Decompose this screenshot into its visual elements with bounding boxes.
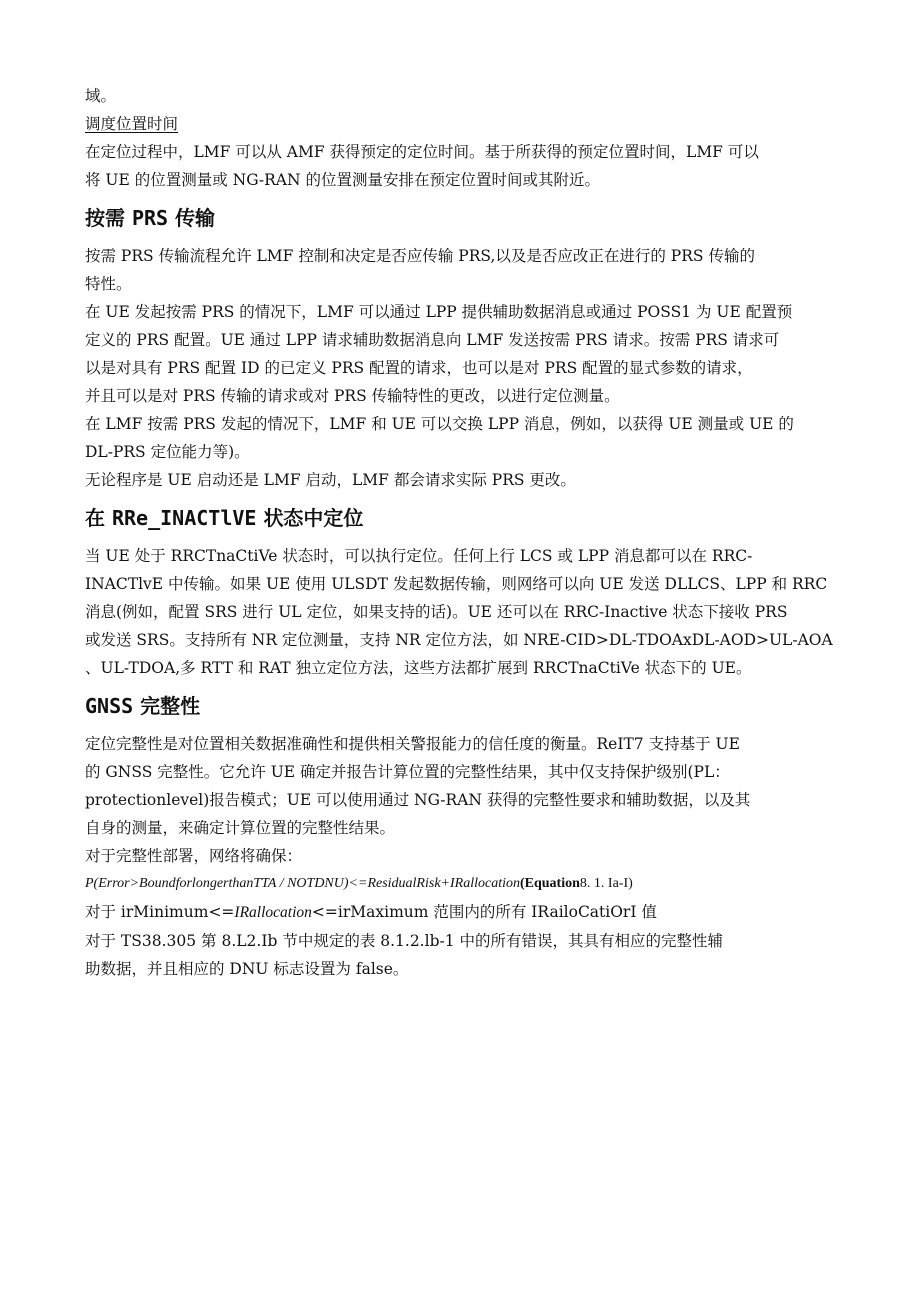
- paragraph-line: 助数据，并且相应的 DNU 标志设置为 false。: [85, 960, 409, 978]
- paragraph-line: 对于完整性部署，网络将确保：: [85, 847, 303, 865]
- paragraph-line: 域。: [85, 87, 117, 105]
- heading-bold-text: GNSS: [85, 694, 134, 718]
- paragraph-line: 并且可以是对 PRS 传输的请求或对 PRS 传输特性的更改，以进行定位测量。: [85, 387, 620, 405]
- paragraph-line: 在 LMF 按需 PRS 发起的情况下，LMF 和 UE 可以交换 LPP 消息，例如，以获得 UE 测量或 UE 的: [85, 415, 794, 433]
- subheading-scheduled-location-time: 调度位置时间: [85, 115, 179, 133]
- heading-text: 完整性: [140, 694, 201, 718]
- paragraph-line: 当 UE 处于 RRCTnaCtiVe 状态时，可以执行定位。任何上行 LCS 或 LPP 消息都可以在 RRC-: [85, 547, 753, 565]
- paragraph-line: 定义的 PRS 配置。UE 通过 LPP 请求辅助数据消息向 LMF 发送按需 PRS 请求。按需 PRS 请求可: [85, 331, 780, 349]
- paragraph-line: 按需 PRS 传输流程允许 LMF 控制和决定是否应传输 PRS,以及是否应改正在进行的 PRS 传输的: [85, 247, 755, 265]
- paragraph-line: INACTlvE 中传输。如果 UE 使用 ULSDT 发起数据传输，则网络可以向 UE 发送 DLLCS、LPP 和 RRC: [85, 575, 828, 593]
- paragraph-line: 无论程序是 UE 启动还是 LMF 启动，LMF 都会请求实际 PRS 更改。: [85, 471, 576, 489]
- heading-bold-text: RRe_INACTlVE: [111, 506, 257, 530]
- section-body-gnss-integrity: [85, 730, 845, 983]
- paragraph-line: 特性。: [85, 275, 132, 293]
- document-page: [85, 82, 845, 983]
- ir-range-prefix: 对于 irMinimum<=: [85, 903, 235, 921]
- section-body-on-demand-prs: [85, 242, 845, 494]
- ir-range-suffix: <=irMaximum 范围内的所有 IRailoCatiOrI 值: [311, 903, 657, 921]
- section-heading-on-demand-prs: [85, 204, 845, 232]
- paragraph-line: DL-PRS 定位能力等)。: [85, 443, 250, 461]
- ir-allocation-italic: IRallocation: [234, 904, 312, 921]
- equation-label: (Equation: [519, 876, 580, 891]
- section-heading-gnss-integrity: [85, 692, 845, 720]
- section-body-rrc-inactive-positioning: [85, 542, 845, 682]
- paragraph-line: 在定位过程中，LMF 可以从 AMF 获得预定的定位时间。基于所获得的预定位置时间，LMF 可以: [85, 143, 759, 161]
- paragraph-line: 将 UE 的位置测量或 NG-RAN 的位置测量安排在预定位置时间或其附近。: [85, 171, 600, 189]
- paragraph-line: 消息(例如，配置 SRS 进行 UL 定位，如果支持的话)。UE 还可以在 RRC-Inactive 状态下接收 PRS: [85, 603, 788, 621]
- paragraph-line: 以是对具有 PRS 配置 ID 的已定义 PRS 配置的请求，也可以是对 PRS 配置的显式参数的请求，: [85, 359, 753, 377]
- paragraph-line: 定位完整性是对位置相关数据准确性和提供相关警报能力的信任度的衡量。ReIT7 支持基于 UE: [85, 735, 740, 753]
- integrity-equation: [85, 870, 845, 898]
- equation-italic-part: P(Error>BoundforlongerthanTTA / NOTDNU)<=ResidualRisk+IRallocation: [85, 876, 520, 891]
- paragraph-line: 对于 TS38.305 第 8.L2.Ib 节中规定的表 8.1.2.lb-1 中的所有错误，其具有相应的完整性辅: [85, 932, 724, 950]
- section-heading-rrc-inactive-positioning: [85, 504, 845, 532]
- heading-bold-text: PRS: [131, 206, 169, 230]
- heading-text: 状态中定位: [263, 506, 364, 530]
- paragraph-line: 自身的测量，来确定计算位置的完整性结果。: [85, 819, 396, 837]
- equation-number: 8. 1. Ia-I): [579, 876, 633, 891]
- paragraph-line: 、UL-TDOA,多 RTT 和 RAT 独立定位方法，这些方法都扩展到 RRCTnaCtiVe 状态下的 UE。: [85, 659, 752, 677]
- heading-text: 在: [85, 506, 105, 530]
- ir-range-line: [85, 898, 845, 927]
- paragraph-line: 的 GNSS 完整性。它允许 UE 确定并报告计算位置的完整性结果，其中仅支持保护级别(PL：: [85, 763, 730, 781]
- heading-text: 传输: [175, 206, 216, 230]
- heading-text: 按需: [85, 206, 125, 230]
- paragraph-line: 在 UE 发起按需 PRS 的情况下，LMF 可以通过 LPP 提供辅助数据消息或通过 POSS1 为 UE 配置预: [85, 303, 793, 321]
- paragraph-line: protectionlevel)报告模式；UE 可以使用通过 NG-RAN 获得的完整性要求和辅助数据，以及其: [85, 791, 751, 809]
- paragraph-line: 或发送 SRS。支持所有 NR 定位测量，支持 NR 定位方法，如 NRE-CID>DL-TDOAxDL-AOD>UL-AOA: [85, 631, 833, 649]
